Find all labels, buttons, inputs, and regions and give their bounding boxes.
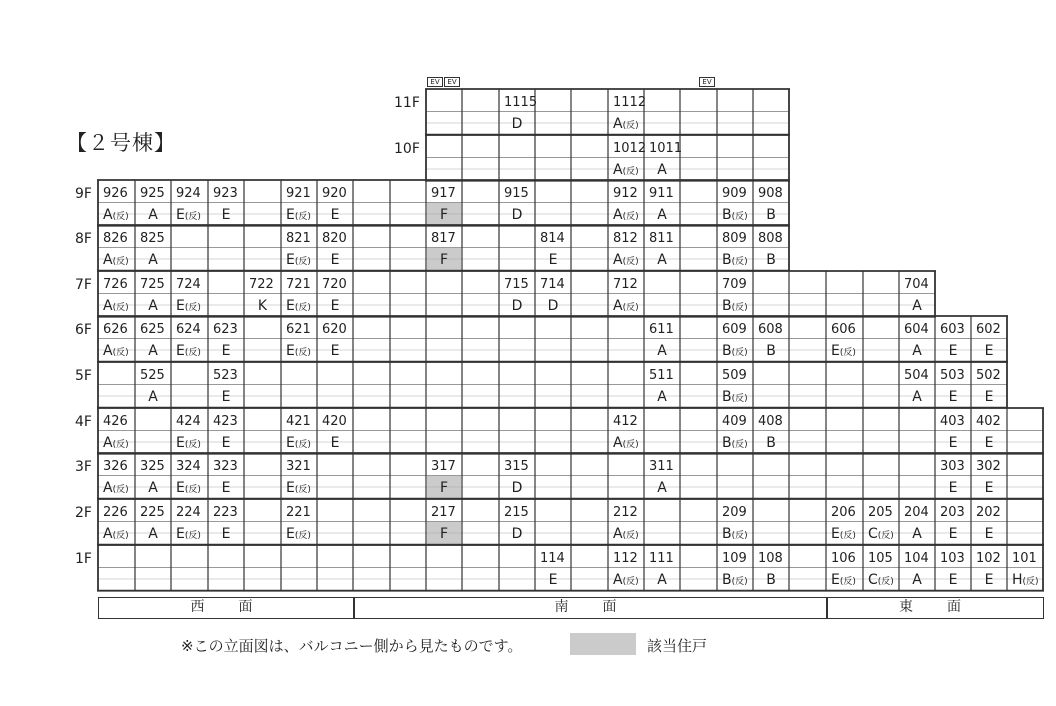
unit-type: A <box>912 526 922 542</box>
unit-type: E(反) <box>831 572 856 588</box>
unit-number: 212 <box>613 505 638 520</box>
unit-type: B(反) <box>722 572 748 588</box>
unit-number: 1115 <box>504 95 538 110</box>
unit-number: 525 <box>140 368 165 383</box>
unit-type: H(反) <box>1012 572 1039 588</box>
unit-type: E <box>221 389 231 405</box>
floor-label: 8F <box>75 231 92 247</box>
unit-number: 509 <box>722 368 747 383</box>
unit-number: 311 <box>649 459 674 474</box>
unit-type: E <box>330 298 340 314</box>
unit-type: E <box>948 526 958 542</box>
unit-number: 725 <box>140 277 165 292</box>
unit-type: E <box>948 343 958 359</box>
unit-number: 611 <box>649 322 674 337</box>
unit-type: E(反) <box>286 480 311 496</box>
unit-type: D <box>511 207 523 223</box>
unit-number: 726 <box>103 277 128 292</box>
unit-type: B(反) <box>722 207 748 223</box>
side-label-west: 西 面 <box>98 597 355 619</box>
unit-type: E <box>948 572 958 588</box>
unit-number: 205 <box>868 505 893 520</box>
side-label-east: 東 面 <box>826 597 1044 619</box>
unit-type: B <box>766 572 776 588</box>
elevation-note: ※この立面図は、バルコニー側から見たものです。 <box>181 637 523 655</box>
unit-number: 303 <box>940 459 965 474</box>
unit-type: A <box>148 298 158 314</box>
unit-number: 424 <box>176 414 201 429</box>
unit-number: 321 <box>286 459 311 474</box>
unit-number: 412 <box>613 414 638 429</box>
unit-number: 226 <box>103 505 128 520</box>
page-title: 【２号棟】 <box>66 131 176 155</box>
unit-type: E(反) <box>286 526 311 542</box>
unit-number: 625 <box>140 322 165 337</box>
unit-number: 926 <box>103 186 128 201</box>
unit-number: 623 <box>213 322 238 337</box>
unit-number: 223 <box>213 505 238 520</box>
unit-type: A(反) <box>103 480 129 496</box>
unit-type: E <box>984 389 994 405</box>
unit-type: A(反) <box>103 298 129 314</box>
unit-type: E <box>948 480 958 496</box>
unit-number: 712 <box>613 277 638 292</box>
unit-number: 317 <box>431 459 456 474</box>
unit-type: E(反) <box>286 343 311 359</box>
unit-number: 609 <box>722 322 747 337</box>
unit-type: E <box>984 343 994 359</box>
unit-number: 217 <box>431 505 456 520</box>
unit-number: 714 <box>540 277 565 292</box>
unit-type: E(反) <box>831 343 856 359</box>
unit-type: A(反) <box>613 252 639 268</box>
unit-number: 315 <box>504 459 529 474</box>
unit-type: A <box>912 343 922 359</box>
unit-number: 324 <box>176 459 201 474</box>
unit-number: 925 <box>140 186 165 201</box>
unit-type: B(反) <box>722 298 748 314</box>
floor-label: 5F <box>75 368 92 384</box>
unit-number: 626 <box>103 322 128 337</box>
unit-type: A <box>657 389 667 405</box>
unit-number: 502 <box>976 368 1001 383</box>
unit-number: 915 <box>504 186 529 201</box>
unit-number: 1012 <box>613 141 647 156</box>
unit-type: E <box>330 207 340 223</box>
unit-type: E <box>984 572 994 588</box>
unit-number: 808 <box>758 231 783 246</box>
elevator-marker: EV <box>444 77 460 87</box>
unit-type: A <box>657 572 667 588</box>
unit-type: A(反) <box>613 526 639 542</box>
unit-type: E <box>548 252 558 268</box>
unit-type: B(反) <box>722 252 748 268</box>
unit-number: 511 <box>649 368 674 383</box>
unit-number: 911 <box>649 186 674 201</box>
unit-number: 811 <box>649 231 674 246</box>
unit-type: A(反) <box>103 252 129 268</box>
unit-type: E(反) <box>286 298 311 314</box>
unit-type: E <box>330 252 340 268</box>
unit-type: D <box>511 298 523 314</box>
legend-swatch <box>570 633 636 655</box>
unit-number: 224 <box>176 505 201 520</box>
unit-type: A <box>657 252 667 268</box>
unit-type: A(反) <box>613 298 639 314</box>
unit-number: 721 <box>286 277 311 292</box>
unit-type: C(反) <box>868 526 894 542</box>
unit-number: 621 <box>286 322 311 337</box>
unit-number: 423 <box>213 414 238 429</box>
unit-number: 504 <box>904 368 929 383</box>
unit-number: 923 <box>213 186 238 201</box>
floor-label: 9F <box>75 186 92 202</box>
unit-number: 104 <box>904 551 929 566</box>
floor-label: 3F <box>75 459 92 475</box>
unit-type: B <box>766 207 776 223</box>
unit-type: F <box>439 207 449 223</box>
unit-type: E(反) <box>286 252 311 268</box>
unit-type: D <box>511 116 523 132</box>
unit-type: E(反) <box>286 435 311 451</box>
unit-number: 809 <box>722 231 747 246</box>
unit-number: 709 <box>722 277 747 292</box>
unit-number: 203 <box>940 505 965 520</box>
unit-type: E(反) <box>286 207 311 223</box>
unit-number: 624 <box>176 322 201 337</box>
floor-label: 10F <box>394 141 420 157</box>
unit-type: E(反) <box>176 435 201 451</box>
unit-type: E(反) <box>176 480 201 496</box>
unit-number: 323 <box>213 459 238 474</box>
unit-number: 420 <box>322 414 347 429</box>
unit-number: 603 <box>940 322 965 337</box>
unit-type: A <box>657 480 667 496</box>
unit-type: E <box>984 480 994 496</box>
unit-number: 105 <box>868 551 893 566</box>
unit-type: E <box>221 526 231 542</box>
unit-type: A(反) <box>613 162 639 178</box>
unit-type: B <box>766 252 776 268</box>
unit-type: E(反) <box>831 526 856 542</box>
unit-type: E <box>221 207 231 223</box>
unit-type: A <box>657 343 667 359</box>
unit-type: E <box>984 526 994 542</box>
unit-number: 924 <box>176 186 201 201</box>
unit-number: 302 <box>976 459 1001 474</box>
unit-number: 101 <box>1012 551 1037 566</box>
unit-type: B(反) <box>722 435 748 451</box>
unit-number: 920 <box>322 186 347 201</box>
floor-label: 4F <box>75 414 92 430</box>
unit-number: 912 <box>613 186 638 201</box>
unit-number: 102 <box>976 551 1001 566</box>
unit-number: 826 <box>103 231 128 246</box>
unit-type: A(反) <box>103 343 129 359</box>
unit-type: C(反) <box>868 572 894 588</box>
unit-number: 825 <box>140 231 165 246</box>
unit-number: 111 <box>649 551 674 566</box>
unit-number: 409 <box>722 414 747 429</box>
unit-number: 921 <box>286 186 311 201</box>
elevator-marker: EV <box>427 77 443 87</box>
unit-number: 606 <box>831 322 856 337</box>
unit-number: 1011 <box>649 141 683 156</box>
unit-type: A <box>912 389 922 405</box>
unit-number: 204 <box>904 505 929 520</box>
unit-number: 908 <box>758 186 783 201</box>
unit-type: D <box>547 298 559 314</box>
unit-number: 402 <box>976 414 1001 429</box>
unit-type: A <box>657 162 667 178</box>
unit-type: E <box>221 343 231 359</box>
unit-type: A <box>148 389 158 405</box>
unit-type: A <box>148 526 158 542</box>
unit-type: E <box>221 435 231 451</box>
unit-number: 109 <box>722 551 747 566</box>
unit-number: 421 <box>286 414 311 429</box>
unit-number: 503 <box>940 368 965 383</box>
unit-number: 325 <box>140 459 165 474</box>
unit-type: K <box>257 298 268 314</box>
unit-number: 112 <box>613 551 638 566</box>
unit-number: 812 <box>613 231 638 246</box>
unit-number: 408 <box>758 414 783 429</box>
unit-number: 106 <box>831 551 856 566</box>
unit-number: 1112 <box>613 95 647 110</box>
unit-number: 426 <box>103 414 128 429</box>
unit-type: E <box>330 343 340 359</box>
unit-number: 704 <box>904 277 929 292</box>
floor-label: 11F <box>394 95 420 111</box>
unit-number: 720 <box>322 277 347 292</box>
unit-type: E <box>948 435 958 451</box>
unit-number: 215 <box>504 505 529 520</box>
unit-type: E(反) <box>176 343 201 359</box>
unit-type: A(反) <box>613 435 639 451</box>
unit-type: D <box>511 480 523 496</box>
unit-number: 602 <box>976 322 1001 337</box>
unit-type: A(反) <box>103 207 129 223</box>
unit-type: B(反) <box>722 526 748 542</box>
unit-type: F <box>439 526 449 542</box>
unit-number: 326 <box>103 459 128 474</box>
unit-number: 821 <box>286 231 311 246</box>
unit-number: 722 <box>249 277 274 292</box>
unit-number: 604 <box>904 322 929 337</box>
unit-number: 814 <box>540 231 565 246</box>
unit-number: 715 <box>504 277 529 292</box>
unit-type: E <box>948 389 958 405</box>
unit-type: E <box>984 435 994 451</box>
unit-number: 820 <box>322 231 347 246</box>
unit-type: E(反) <box>176 207 201 223</box>
floor-label: 2F <box>75 505 92 521</box>
unit-type: B <box>766 435 776 451</box>
unit-type: E <box>221 480 231 496</box>
unit-type: A <box>148 343 158 359</box>
unit-number: 917 <box>431 186 456 201</box>
unit-type: A <box>148 480 158 496</box>
unit-type: A <box>912 298 922 314</box>
unit-number: 403 <box>940 414 965 429</box>
unit-number: 225 <box>140 505 165 520</box>
unit-number: 209 <box>722 505 747 520</box>
unit-type: E(反) <box>176 298 201 314</box>
unit-type: E(反) <box>176 526 201 542</box>
unit-type: A <box>148 252 158 268</box>
floor-label: 6F <box>75 322 92 338</box>
floor-label: 7F <box>75 277 92 293</box>
unit-type: A <box>148 207 158 223</box>
unit-type: A <box>657 207 667 223</box>
unit-number: 114 <box>540 551 565 566</box>
unit-number: 608 <box>758 322 783 337</box>
legend-label: 該当住戸 <box>647 637 708 655</box>
unit-type: E <box>548 572 558 588</box>
unit-type: A(反) <box>103 435 129 451</box>
unit-number: 221 <box>286 505 311 520</box>
floor-label: 1F <box>75 551 92 567</box>
unit-type: B(反) <box>722 343 748 359</box>
unit-type: A(反) <box>613 116 639 132</box>
unit-number: 620 <box>322 322 347 337</box>
unit-type: A(反) <box>613 572 639 588</box>
unit-number: 817 <box>431 231 456 246</box>
unit-number: 206 <box>831 505 856 520</box>
unit-type: D <box>511 526 523 542</box>
unit-type: F <box>439 480 449 496</box>
unit-number: 108 <box>758 551 783 566</box>
unit-type: A <box>912 572 922 588</box>
unit-type: A(反) <box>103 526 129 542</box>
unit-type: F <box>439 252 449 268</box>
unit-type: B <box>766 343 776 359</box>
unit-type: B(反) <box>722 389 748 405</box>
unit-number: 724 <box>176 277 201 292</box>
unit-number: 103 <box>940 551 965 566</box>
unit-type: E <box>330 435 340 451</box>
unit-number: 523 <box>213 368 238 383</box>
unit-number: 909 <box>722 186 747 201</box>
unit-number: 202 <box>976 505 1001 520</box>
elevator-marker: EV <box>699 77 715 87</box>
unit-type: A(反) <box>613 207 639 223</box>
side-label-south: 南 面 <box>353 597 828 619</box>
